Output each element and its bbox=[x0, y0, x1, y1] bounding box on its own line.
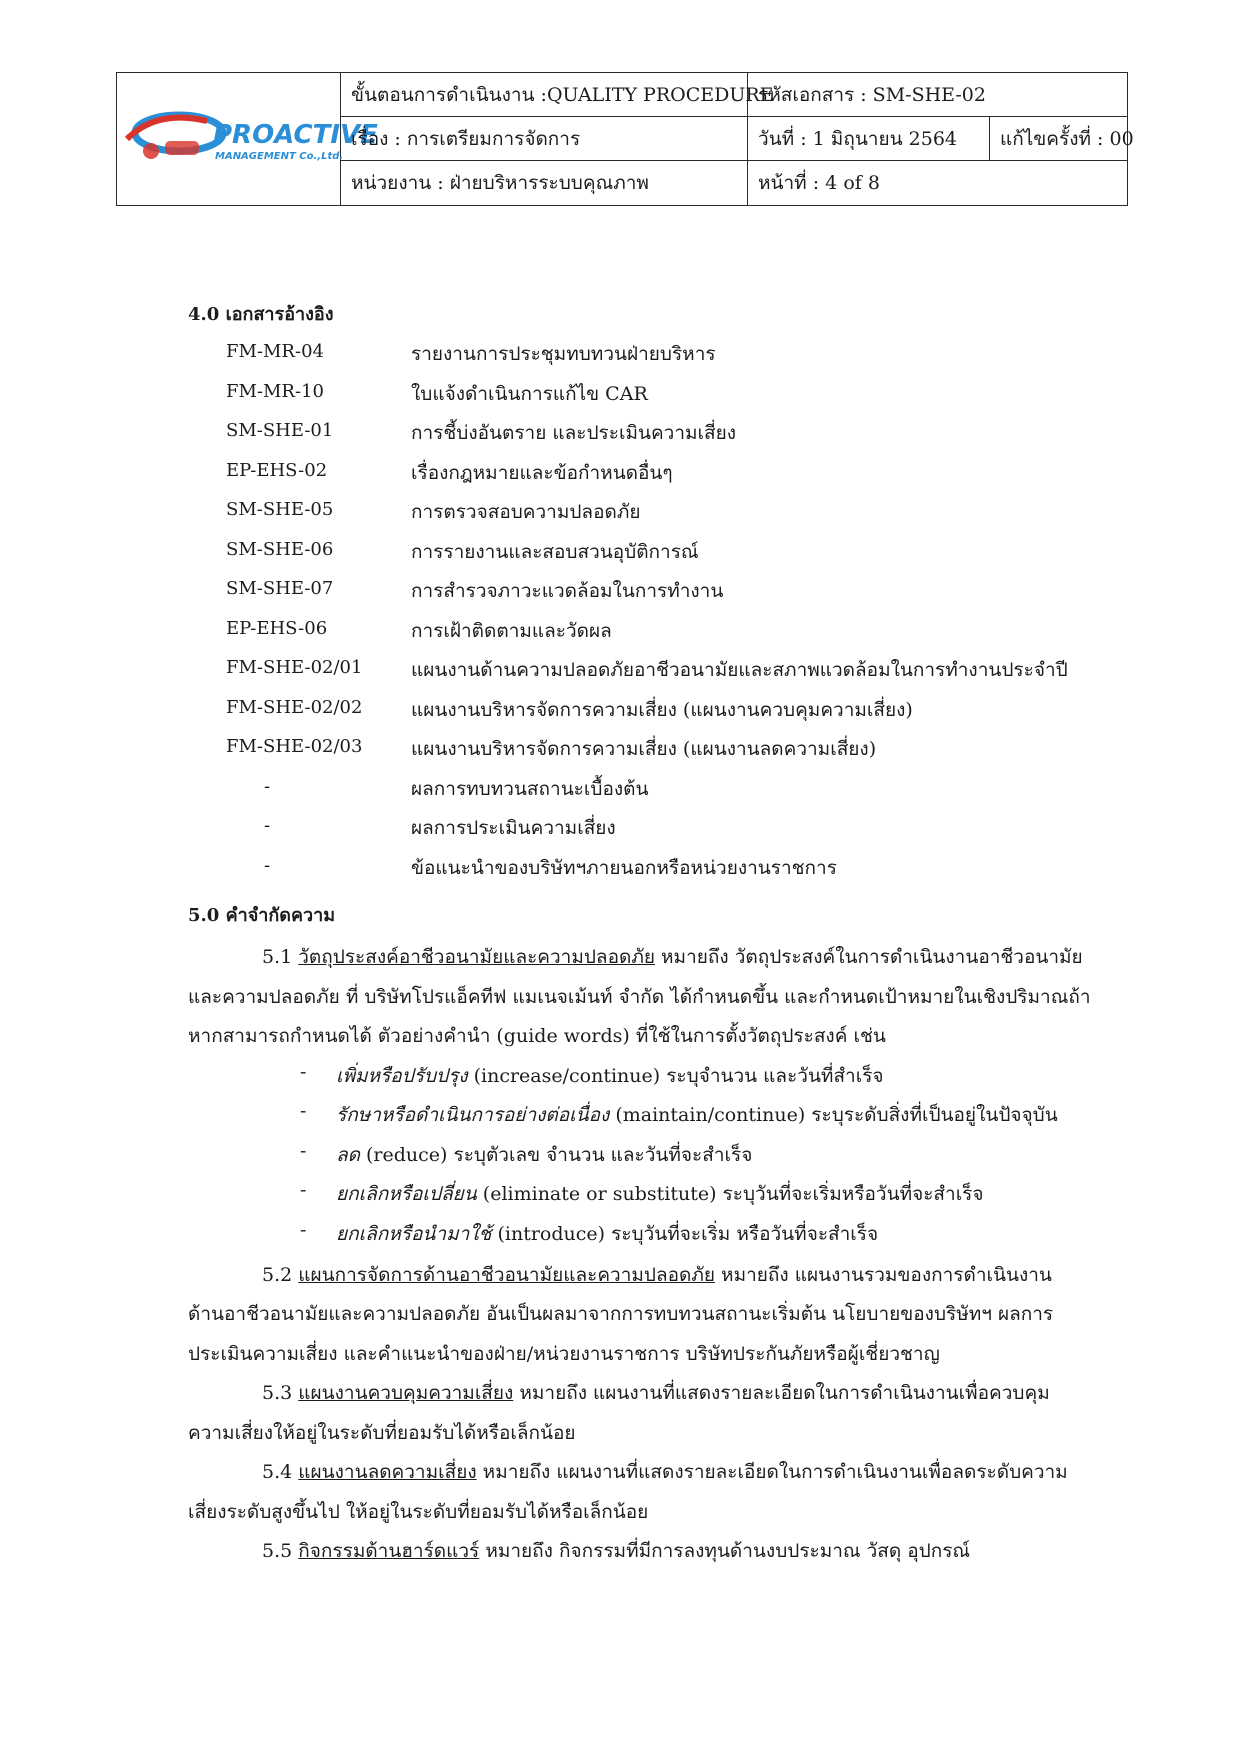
guide-word-desc: (introduce) ระบุวันที่จะเริ่ม หรือวันที่จะสำเร็จ bbox=[491, 1223, 879, 1245]
logo-text-top: PROACTIVE bbox=[213, 120, 378, 150]
bullet-dash: - bbox=[300, 1100, 307, 1122]
guide-word-desc: (increase/continue) ระบุจำนวน และวันที่สำเร็จ bbox=[467, 1065, 884, 1087]
guide-word-item bbox=[336, 1100, 1058, 1130]
bullet-dash: - bbox=[300, 1140, 307, 1162]
ref-desc: ใบแจ้งดำเนินการแก้ไข CAR bbox=[411, 383, 648, 405]
ref-code: SM-SHE-06 bbox=[226, 539, 334, 560]
bullet-dash: - bbox=[300, 1179, 307, 1201]
definition-5-2-line-3: ประเมินความเสี่ยง และคำแนะนำของฝ่าย/หน่วยงานราชการ บริษัทประกันภัยหรือผู้เชี่ยวชาญ bbox=[188, 1343, 940, 1365]
definition-number: 5.3 bbox=[262, 1382, 293, 1404]
guide-word-term: ยกเลิกหรือเปลี่ยน bbox=[336, 1183, 477, 1205]
definition-term: กิจกรรมด้านฮาร์ดแวร์ bbox=[298, 1540, 480, 1562]
issue-date: วันที่ : 1 มิถุนายน 2564 bbox=[758, 127, 957, 150]
ref-desc: แผนงานบริหารจัดการความเสี่ยง (แผนงานควบคุมความเสี่ยง) bbox=[411, 699, 913, 721]
definition-5-5-line-1 bbox=[262, 1536, 970, 1566]
logo-text-bottom: MANAGEMENT Co.,Ltd. bbox=[215, 151, 344, 162]
ref-code: FM-SHE-02/01 bbox=[226, 657, 363, 678]
definition-term: แผนงานลดความเสี่ยง bbox=[298, 1461, 477, 1483]
guide-word-item bbox=[336, 1219, 878, 1249]
ref-code: FM-SHE-02/02 bbox=[226, 697, 363, 718]
definition-5-1-line-1 bbox=[262, 942, 1083, 972]
ref-desc: การรายงานและสอบสวนอุบัติการณ์ bbox=[411, 541, 699, 563]
definition-5-1-line-2: และความปลอดภัย ที่ บริษัทโปรแอ็คทีฟ แมเนจเม้นท์ จำกัด ได้กำหนดขึ้น และกำหนดเป้าหมายในเชิงปริมาณถ้า bbox=[188, 986, 1091, 1008]
ref-code: SM-SHE-07 bbox=[226, 578, 334, 599]
ref-code: SM-SHE-05 bbox=[226, 499, 334, 520]
definition-number: 5.5 bbox=[262, 1540, 293, 1562]
document-code: รหัสเอกสาร : SM-SHE-02 bbox=[758, 83, 986, 106]
definition-number: 5.1 bbox=[262, 946, 293, 968]
logo-cell bbox=[117, 73, 378, 205]
document-header-table bbox=[116, 72, 1134, 206]
ref-code: EP-EHS-06 bbox=[226, 618, 328, 639]
ref-desc: การชี้บ่งอันตราย และประเมินความเสี่ยง bbox=[411, 422, 737, 444]
ref-desc: การตรวจสอบความปลอดภัย bbox=[411, 501, 641, 523]
procedure-label: ขั้นตอนการดำเนินงาน :QUALITY PROCEDURE bbox=[341, 73, 748, 116]
guide-word-term: ยกเลิกหรือนำมาใช้ bbox=[336, 1223, 492, 1245]
ref-desc: แผนงานบริหารจัดการความเสี่ยง (แผนงานลดความเสี่ยง) bbox=[411, 738, 877, 760]
guide-word-term: เพิ่มหรือปรับปรุง bbox=[336, 1065, 468, 1087]
header-row-3 bbox=[341, 161, 1127, 205]
guide-word-term: ลด bbox=[336, 1144, 360, 1166]
definition-term: แผนการจัดการด้านอาชีวอนามัยและความปลอดภัย bbox=[298, 1264, 716, 1286]
bullet-dash: - bbox=[300, 1061, 307, 1083]
definition-term: วัตถุประสงค์อาชีวอนามัยและความปลอดภัย bbox=[298, 946, 655, 968]
ref-desc: ผลการทบทวนสถานะเบื้องต้น bbox=[411, 778, 649, 800]
definition-text: หมายถึง แผนงานที่แสดงรายละเอียดในการดำเนินงานเพื่อควบคุม bbox=[513, 1382, 1050, 1404]
subject-label: เรื่อง : การเตรียมการจัดการ bbox=[341, 117, 748, 160]
guide-word-item bbox=[336, 1140, 752, 1170]
definition-number: 5.2 bbox=[262, 1264, 293, 1286]
section-5-title: 5.0 คำจำกัดความ bbox=[188, 905, 336, 926]
ref-dash: - bbox=[264, 855, 271, 876]
revision-number: แก้ไขครั้งที่ : 00 bbox=[989, 117, 1122, 160]
ref-code: FM-SHE-02/03 bbox=[226, 736, 363, 757]
company-logo-icon bbox=[117, 91, 378, 191]
ref-desc: แผนงานด้านความปลอดภัยอาชีวอนามัยและสภาพแวดล้อมในการทำงานประจำปี bbox=[411, 659, 1068, 681]
department-label: หน่วยงาน : ฝ่ายบริหารระบบคุณภาพ bbox=[341, 161, 748, 205]
definition-5-2-line-2: ด้านอาชีวอนามัยและความปลอดภัย อันเป็นผลมาจากการทบทวนสถานะเริ่มต้น นโยบายของบริษัทฯ ผลการ bbox=[188, 1303, 1054, 1325]
definition-5-4-line-2: เสี่ยงระดับสูงขึ้นไป ให้อยู่ในระดับที่ยอมรับได้หรือเล็กน้อย bbox=[188, 1501, 649, 1523]
bullet-dash: - bbox=[300, 1219, 307, 1241]
ref-desc: การเฝ้าติดตามและวัดผล bbox=[411, 620, 612, 642]
header-row-1 bbox=[341, 73, 1127, 117]
definition-text: หมายถึง วัตถุประสงค์ในการดำเนินงานอาชีวอนามัย bbox=[654, 946, 1083, 968]
guide-word-desc: (reduce) ระบุตัวเลข จำนวน และวันที่จะสำเร็จ bbox=[359, 1144, 753, 1166]
ref-desc: การสำรวจภาวะแวดล้อมในการทำงาน bbox=[411, 580, 724, 602]
ref-desc: เรื่องกฎหมายและข้อกำหนดอื่นๆ bbox=[411, 462, 673, 484]
guide-word-term: รักษาหรือดำเนินการอย่างต่อเนื่อง bbox=[336, 1104, 610, 1126]
ref-dash: - bbox=[264, 776, 271, 797]
section-4-title: 4.0 เอกสารอ้างอิง bbox=[188, 304, 334, 325]
ref-desc: รายงานการประชุมทบทวนฝ่ายบริหาร bbox=[411, 343, 716, 365]
ref-desc: ข้อแนะนำของบริษัทฯภายนอกหรือหน่วยงานราชการ bbox=[411, 857, 837, 879]
ref-code: FM-MR-10 bbox=[226, 381, 324, 402]
ref-desc: ผลการประเมินความเสี่ยง bbox=[411, 817, 616, 839]
definition-text: หมายถึง กิจกรรมที่มีการลงทุนด้านงบประมาณ วัสดุ อุปกรณ์ bbox=[479, 1540, 971, 1562]
guide-word-desc: (eliminate or substitute) ระบุวันที่จะเริ่มหรือวันที่จะสำเร็จ bbox=[476, 1183, 984, 1205]
definition-5-3-line-2: ความเสี่ยงให้อยู่ในระดับที่ยอมรับได้หรือเล็กน้อย bbox=[188, 1422, 576, 1444]
definition-number: 5.4 bbox=[262, 1461, 293, 1483]
definition-5-1-line-3: หากสามารถกำหนดได้ ตัวอย่างคำนำ (guide words) ที่ใช้ในการตั้งวัตถุประสงค์ เช่น bbox=[188, 1025, 886, 1047]
definition-text: หมายถึง แผนงานรวมของการดำเนินงาน bbox=[715, 1264, 1052, 1286]
definition-5-4-line-1 bbox=[262, 1457, 1068, 1487]
definition-text: หมายถึง แผนงานที่แสดงรายละเอียดในการดำเนินงานเพื่อลดระดับความ bbox=[476, 1461, 1068, 1483]
header-row-2 bbox=[341, 117, 1134, 161]
ref-dash: - bbox=[264, 815, 271, 836]
ref-code: EP-EHS-02 bbox=[226, 460, 328, 481]
guide-word-desc: (maintain/continue) ระบุระดับสิ่งที่เป็นอยู่ในปัจจุบัน bbox=[609, 1104, 1058, 1126]
definition-term: แผนงานควบคุมความเสี่ยง bbox=[298, 1382, 514, 1404]
ref-code: SM-SHE-01 bbox=[226, 420, 334, 441]
page-number: หน้าที่ : 4 of 8 bbox=[758, 172, 880, 194]
definition-5-2-line-1 bbox=[262, 1260, 1052, 1290]
guide-word-item bbox=[336, 1179, 984, 1209]
definition-5-3-line-1 bbox=[262, 1378, 1050, 1408]
ref-code: FM-MR-04 bbox=[226, 341, 324, 362]
guide-word-item bbox=[336, 1061, 884, 1091]
